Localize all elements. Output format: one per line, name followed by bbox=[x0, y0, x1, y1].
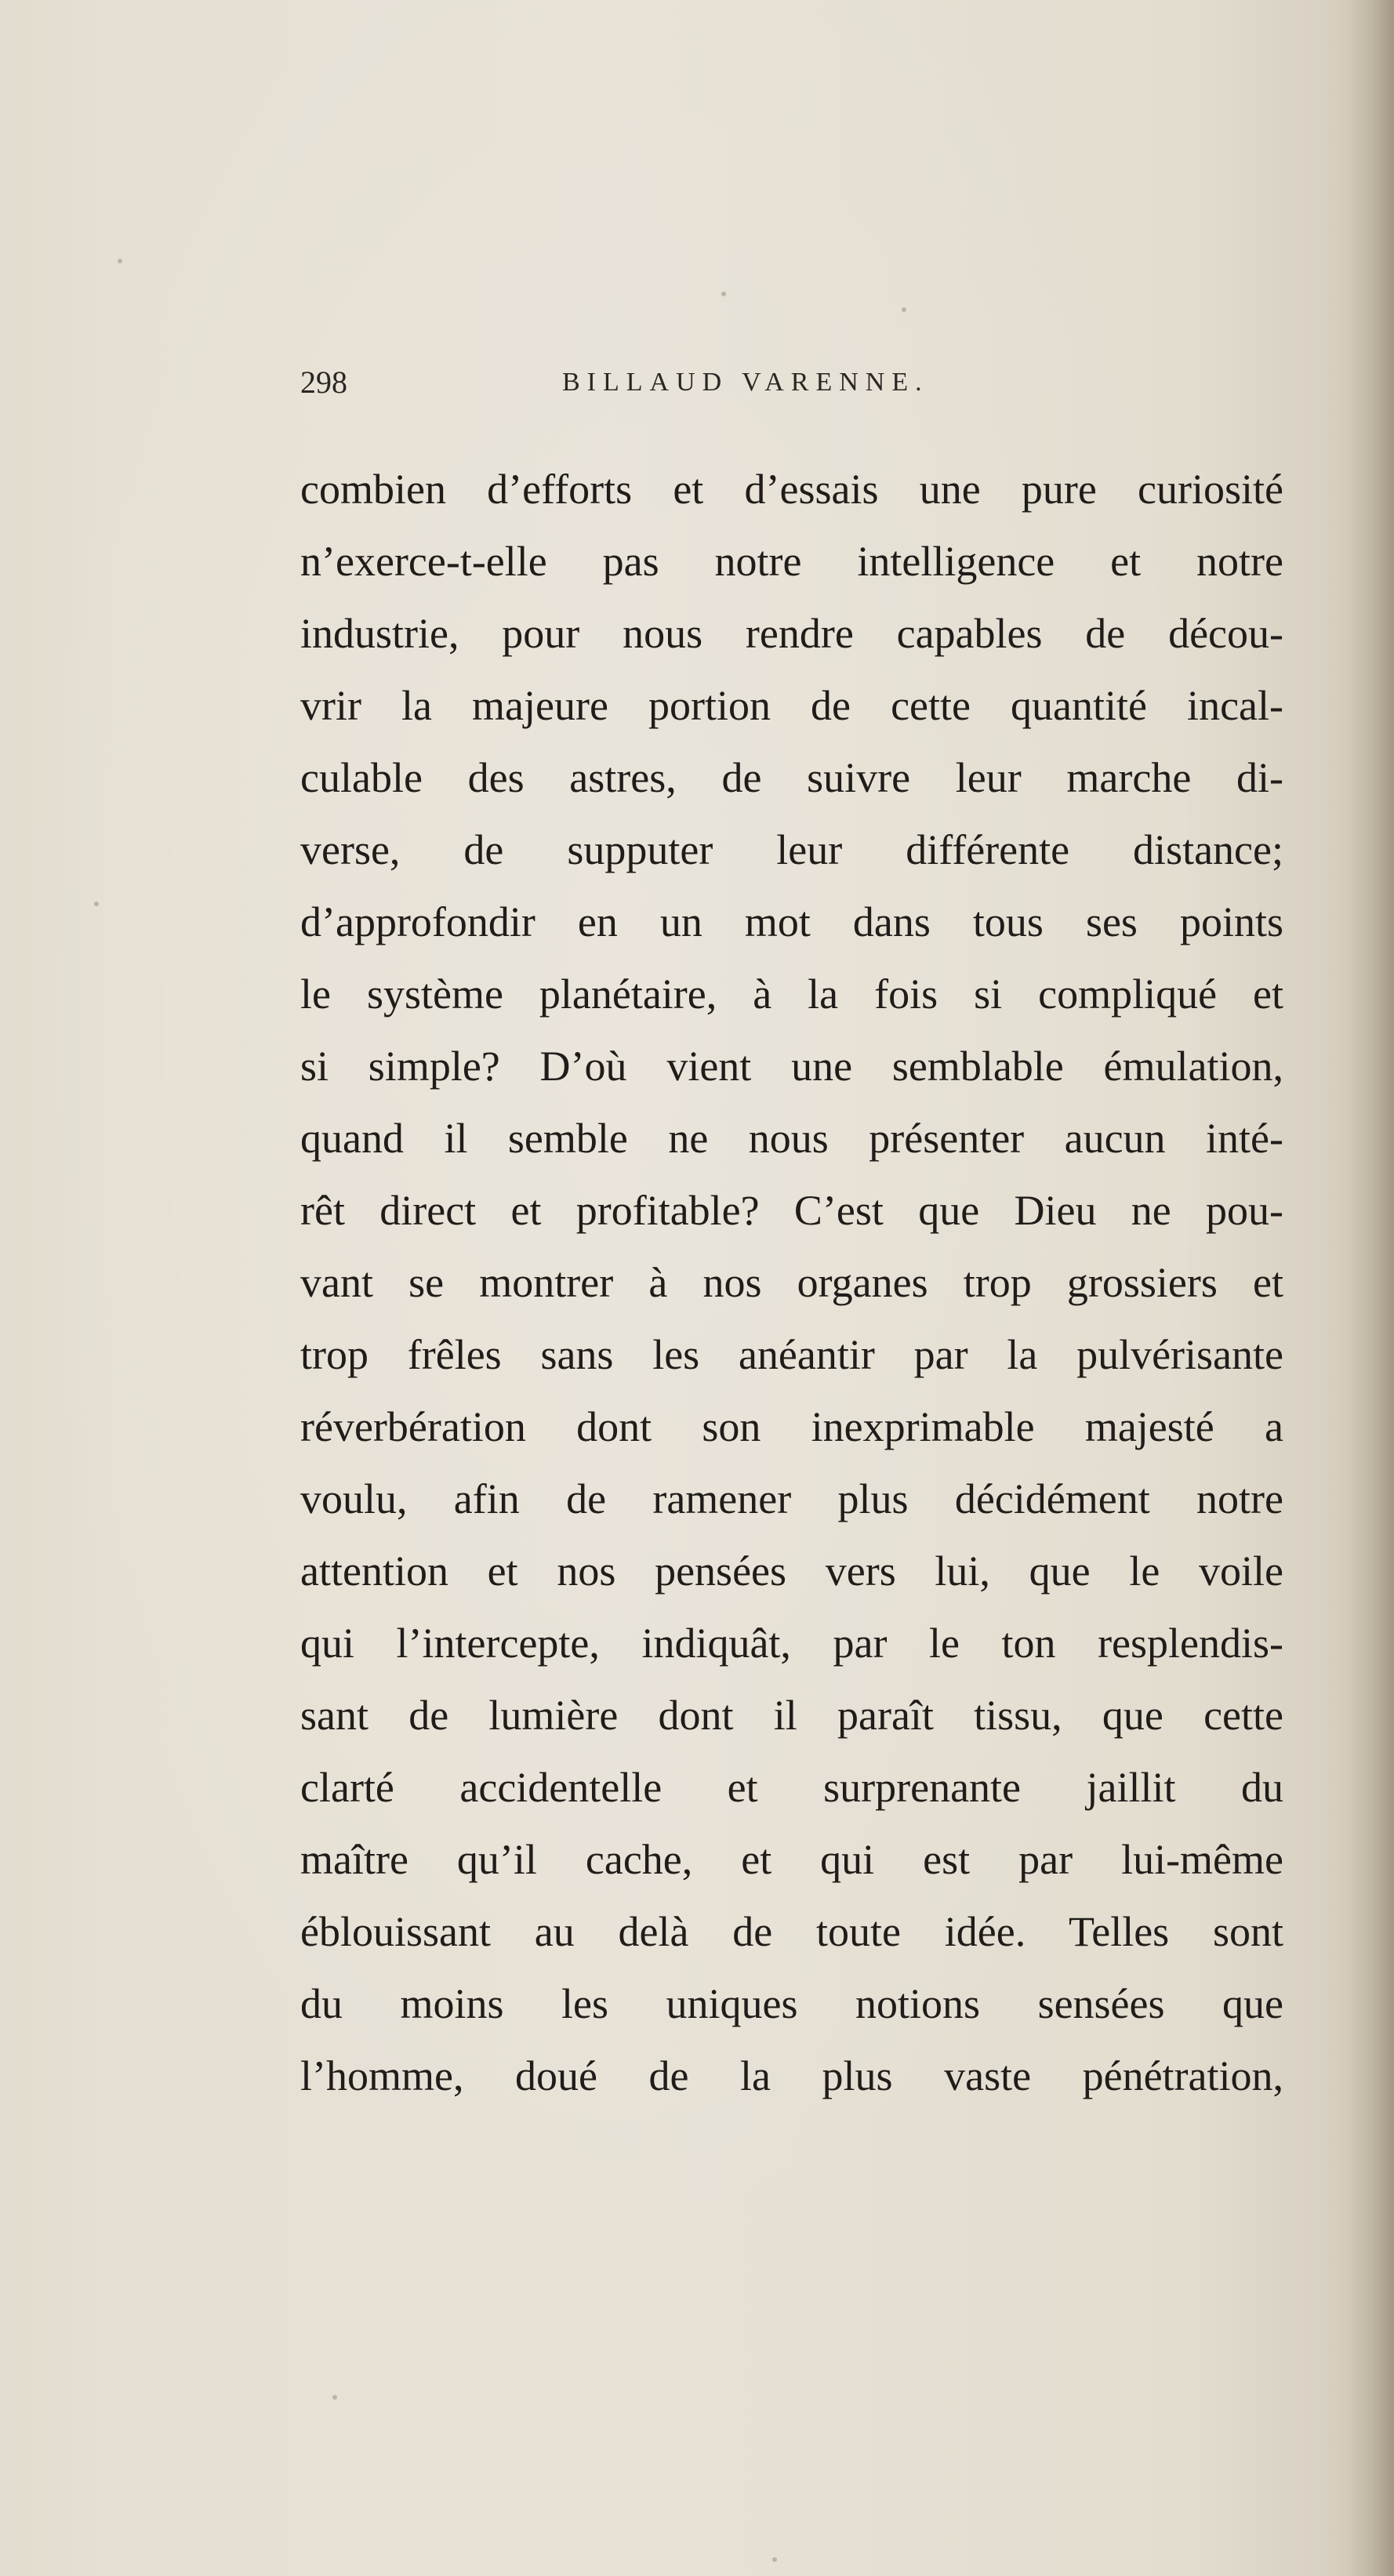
page-number: 298 bbox=[300, 365, 347, 400]
text-line: trop frêles sans les anéantir par la pulvérisante bbox=[300, 1331, 1283, 1378]
running-head bbox=[300, 359, 1283, 406]
running-head-title: BILLAUD VARENNE. bbox=[562, 368, 929, 397]
text-line: verse, de supputer leur différente distance; bbox=[300, 826, 1283, 873]
text-line: industrie, pour nous rendre capables de décou- bbox=[300, 610, 1283, 657]
body-text bbox=[300, 453, 1283, 2112]
text-line: rêt direct et profitable? C’est que Dieu ne pou- bbox=[300, 1187, 1283, 1234]
paper-speck bbox=[772, 2557, 777, 2562]
text-line: le système planétaire, à la fois si compliqué et bbox=[300, 971, 1283, 1018]
text-line: d’approfondir en un mot dans tous ses points bbox=[300, 898, 1283, 945]
spine-shadow bbox=[1347, 0, 1394, 2576]
text-line: n’exerce-t-elle pas notre intelligence et notre bbox=[300, 538, 1283, 585]
text-line: culable des astres, de suivre leur marche di- bbox=[300, 754, 1283, 801]
paper-speck bbox=[118, 259, 122, 263]
text-line: clarté accidentelle et surprenante jaillit du bbox=[300, 1764, 1283, 1811]
paper-speck bbox=[94, 902, 99, 906]
text-line: sant de lumière dont il paraît tissu, que cette bbox=[300, 1692, 1283, 1739]
text-line: si simple? D’où vient une semblable émulation, bbox=[300, 1043, 1283, 1090]
text-line: quand il semble ne nous présenter aucun inté- bbox=[300, 1115, 1283, 1162]
text-line: voulu, afin de ramener plus décidément notre bbox=[300, 1475, 1283, 1522]
text-line: qui l’intercepte, indiquât, par le ton resplendis- bbox=[300, 1620, 1283, 1667]
paper-speck bbox=[332, 2395, 337, 2400]
text-line: maître qu’il cache, et qui est par lui-même bbox=[300, 1836, 1283, 1883]
text-line: du moins les uniques notions sensées que bbox=[300, 1980, 1283, 2027]
text-line: combien d’efforts et d’essais une pure curiosité bbox=[300, 466, 1283, 513]
text-line: attention et nos pensées vers lui, que le voile bbox=[300, 1547, 1283, 1595]
text-line: vant se montrer à nos organes trop grossiers et bbox=[300, 1259, 1283, 1306]
text-line: réverbération dont son inexprimable majesté a bbox=[300, 1403, 1283, 1450]
text-line: vrir la majeure portion de cette quantité incal- bbox=[300, 682, 1283, 729]
text-line: l’homme, doué de la plus vaste pénétration, bbox=[300, 2052, 1283, 2099]
paper-speck bbox=[902, 307, 906, 312]
paper-speck bbox=[721, 292, 726, 296]
text-line: éblouissant au delà de toute idée. Telles sont bbox=[300, 1908, 1283, 1955]
